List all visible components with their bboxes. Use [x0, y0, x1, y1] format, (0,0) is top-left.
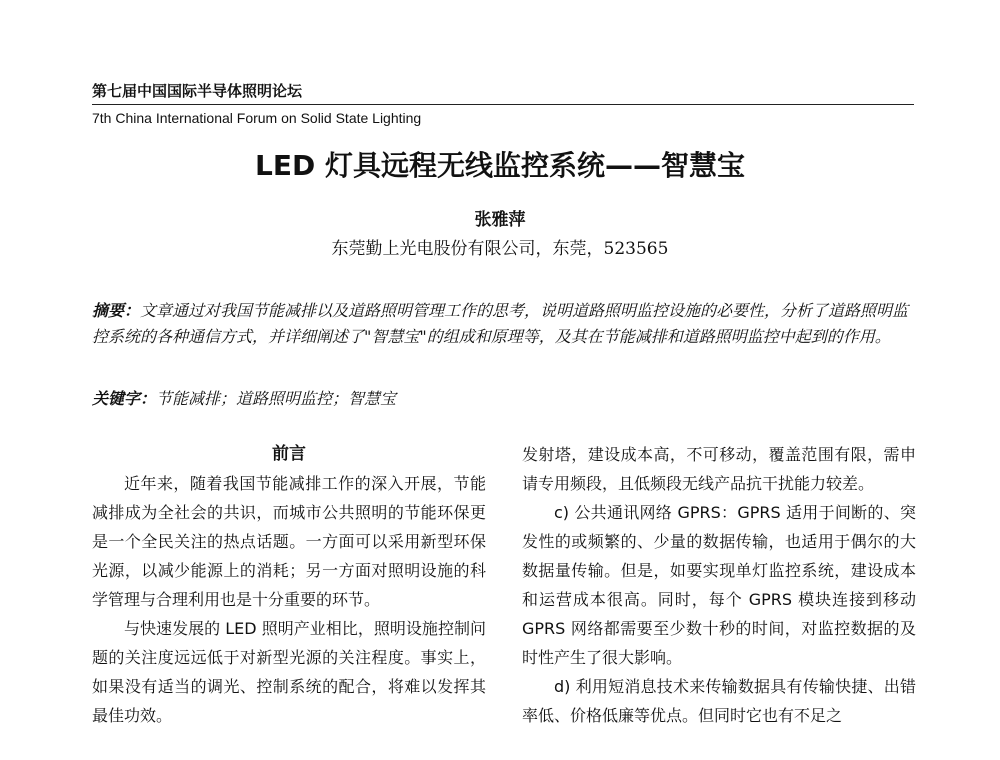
abstract	[92, 298, 916, 350]
keywords-text: 节能减排；道路照明监控；智慧宝	[156, 389, 397, 408]
keywords	[92, 386, 916, 409]
body-paragraph: d) 利用短消息技术来传输数据具有传输快捷、出错率低、价格低廉等优点。但同时它也有不足之	[522, 677, 916, 725]
right-column	[522, 440, 916, 730]
author-affiliation: 东莞勤上光电股份有限公司，东莞，523565	[331, 239, 669, 259]
body-paragraph: 与快速发展的 LED 照明产业相比，照明设施控制问题的关注度远远低于对新型光源的关注程度。事实上，如果没有适当的调光、控制系统的配合，将难以发挥其最佳功效。	[92, 619, 486, 725]
body-paragraph: c) 公共通讯网络 GPRS：GPRS 适用于间断的、突发性的或频繁的、少量的数据传输，也适用于偶尔的大数据量传输。但是，如要实现单灯监控系统，建设成本和运营成本很高。同时，每个 GPRS 模块连接到移动 GPRS 网络都需要至少数十秒的时间，对监控数据的及时性产生了很大影响。	[522, 503, 916, 667]
paper-title: LED 灯具远程无线监控系统——智慧宝	[255, 149, 745, 182]
running-header-chinese: 第七届中国国际半导体照明论坛	[92, 82, 303, 100]
body-paragraph: 发射塔，建设成本高，不可移动，覆盖范围有限，需申请专用频段，且低频段无线产品抗干扰能力较差。	[522, 445, 916, 493]
header-rule	[92, 104, 914, 105]
author-name: 张雅萍	[474, 210, 526, 230]
section-heading-foreword: 前言	[272, 444, 306, 464]
abstract-text: 文章通过对我国节能减排以及道路照明管理工作的思考，说明道路照明监控设施的必要性，分析了道路照明监控系统的各种通信方式，并详细阐述了"智慧宝"的组成和原理等，及其在节能减排和道路照明监控中起到的作用。	[92, 301, 909, 346]
running-header-english: 7th China International Forum on Solid State Lighting	[92, 110, 422, 126]
body-paragraph: 近年来，随着我国节能减排工作的深入开展，节能减排成为全社会的共识，而城市公共照明的节能环保更是一个全民关注的热点话题。一方面可以采用新型环保光源，以减少能源上的消耗；另一方面对照明设施的科学管理与合理利用也是十分重要的环节。	[92, 474, 486, 609]
left-column	[92, 440, 486, 730]
keywords-label: 关键字：	[92, 389, 157, 408]
abstract-label: 摘要：	[92, 301, 141, 320]
